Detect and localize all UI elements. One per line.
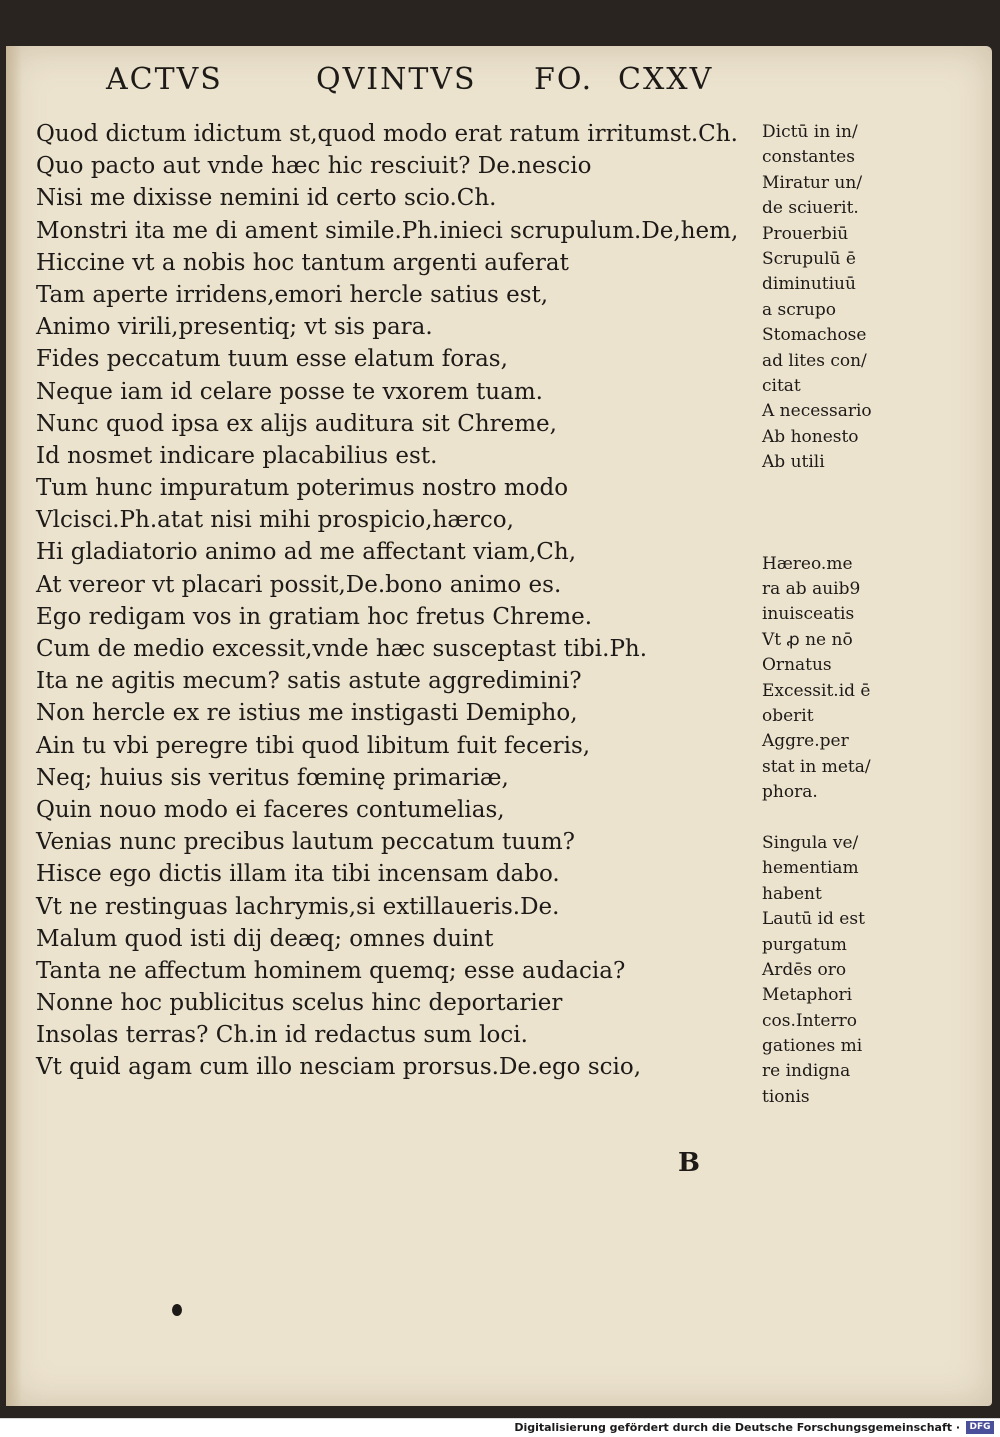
gloss-line: Singula ve/ — [762, 832, 859, 853]
verse-line: Vlcisci.Ph.atat nisi mihi prospicio,hærco, — [36, 507, 514, 534]
verse-line: Quo pacto aut vnde hæc hic resciuit? De.nescio — [36, 153, 592, 180]
verse-line: Ita ne agitis mecum? satis astute aggredimini? — [36, 668, 582, 695]
verse-line: Hiccine vt a nobis hoc tantum argenti auferat — [36, 249, 569, 276]
gloss-line: inuisceatis — [762, 604, 855, 625]
page-gutter-shadow — [6, 46, 22, 1406]
verse-line: Quin nouo modo ei faceres contumelias, — [36, 796, 505, 823]
verse-line: Hisce ego dictis illam ita tibi incensam dabo. — [36, 861, 560, 888]
gloss-line: citat — [762, 375, 801, 396]
gloss-line: Ab utili — [762, 452, 825, 473]
gloss-line: tionis — [762, 1086, 810, 1107]
verse-line: Fides peccatum tuum esse elatum foras, — [36, 346, 508, 373]
gloss-line: Metaphori — [762, 985, 853, 1006]
gloss-line: constantes — [762, 147, 855, 168]
gloss-line: Vt ꝓ ne nō — [762, 629, 853, 650]
verse-line: Neque iam id celare posse te vxorem tuam. — [36, 378, 543, 405]
footer-credit-text: Digitalisierung gefördert durch die Deutsche Forschungsgemeinschaft · — [514, 1421, 960, 1434]
gloss-line: phora. — [762, 782, 818, 803]
verse-line: Nonne hoc publicitus scelus hinc deportarier — [36, 990, 563, 1017]
gloss-line: stat in meta/ — [762, 756, 871, 777]
ink-spot — [172, 1304, 182, 1316]
gloss-spacer — [762, 806, 922, 831]
gloss-line: de sciuerit. — [762, 198, 859, 219]
gloss-spacer — [762, 501, 922, 526]
marginal-gloss-column — [762, 120, 922, 1110]
gloss-line: habent — [762, 883, 822, 904]
header-fo: FO. — [534, 62, 594, 97]
gloss-line: gationes mi — [762, 1036, 863, 1057]
verse-line: Nisi me dixisse nemini id certo scio.Ch. — [36, 185, 497, 212]
verse-line: Monstri ita me di ament simile.Ph.inieci scrupulum.De,hem, — [36, 217, 739, 244]
header-actus: ACTVS — [106, 62, 223, 97]
gloss-line: Aggre.per — [762, 731, 849, 752]
gloss-line: Prouerbiū — [762, 223, 849, 244]
verse-line: Vt ne restinguas lachrymis,si extillaueris.De. — [36, 893, 560, 920]
folio-number: CXXV — [618, 62, 714, 97]
gloss-line: Ab honesto — [762, 426, 859, 447]
verse-line: Quod dictum idictum st,quod modo erat ratum irritumst.Ch. — [36, 121, 738, 147]
signature-mark: B — [678, 1148, 700, 1178]
gloss-line: ad lites con/ — [762, 350, 867, 371]
gloss-line: oberit — [762, 705, 814, 726]
gloss-line: Stomachose — [762, 325, 867, 346]
header-quintus: QVINTVS — [316, 62, 477, 97]
verse-line: Nunc quod ipsa ex alijs auditura sit Chreme, — [36, 410, 557, 437]
running-header — [0, 62, 1000, 102]
gloss-line: Excessit.id ē — [762, 680, 871, 701]
verse-line: Animo virili,presentiq; vt sis para. — [36, 314, 433, 341]
gloss-line: ra ab auib9 — [762, 579, 861, 600]
gloss-line: Scrupulū ē — [762, 248, 856, 269]
gloss-line: Miratur un/ — [762, 172, 863, 193]
gloss-spacer — [762, 475, 922, 500]
gloss-line: diminutiuū — [762, 274, 856, 295]
digitization-footer — [0, 1418, 1000, 1437]
gloss-line: Hæreo.me — [762, 553, 853, 574]
gloss-line: A necessario — [762, 401, 872, 422]
verse-line: Tam aperte irridens,emori hercle satius est, — [36, 281, 549, 308]
verse-line: Hi gladiatorio animo ad me affectant viam,Ch, — [36, 539, 577, 566]
verse-line: Tum hunc impuratum poterimus nostro modo — [36, 475, 569, 502]
verse-text-column — [36, 118, 756, 1084]
verse-line: Cum de medio excessit,vnde hæc susceptast tibi.Ph. — [36, 636, 648, 662]
gloss-line: Ardēs oro — [762, 959, 847, 980]
verse-line: At vereor vt placari possit,De.bono animo es. — [36, 571, 562, 598]
verse-line: Ain tu vbi peregre tibi quod libitum fuit feceris, — [36, 732, 591, 759]
verse-line: Insolas terras? Ch.in id redactus sum loci. — [36, 1022, 528, 1049]
gloss-spacer — [762, 526, 922, 551]
gloss-line: purgatum — [762, 934, 847, 955]
gloss-line: re indigna — [762, 1061, 851, 1082]
gloss-line: Lautū id est — [762, 909, 865, 930]
verse-line: Ego redigam vos in gratiam hoc fretus Chreme. — [36, 603, 593, 630]
gloss-line: cos.Interro — [762, 1010, 857, 1031]
dfg-logo: DFG — [966, 1421, 994, 1434]
gloss-line: a scrupo — [762, 299, 836, 320]
verse-line: Neq; huius sis veritus fœminę primariæ, — [36, 764, 509, 791]
verse-line: Tanta ne affectum hominem quemq; esse audacia? — [36, 957, 626, 984]
verse-line: Venias nunc precibus lautum peccatum tuum? — [36, 829, 576, 856]
gloss-line: Ornatus — [762, 655, 832, 676]
verse-line: Id nosmet indicare placabilius est. — [36, 442, 438, 469]
gloss-line: hementiam — [762, 858, 859, 879]
verse-line: Non hercle ex re istius me instigasti Demipho, — [36, 700, 578, 727]
verse-line: Malum quod isti dij deæq; omnes duint — [36, 925, 494, 952]
gloss-line: Dictū in in/ — [762, 122, 858, 142]
verse-line: Vt quid agam cum illo nesciam prorsus.De.ego scio, — [36, 1054, 642, 1081]
